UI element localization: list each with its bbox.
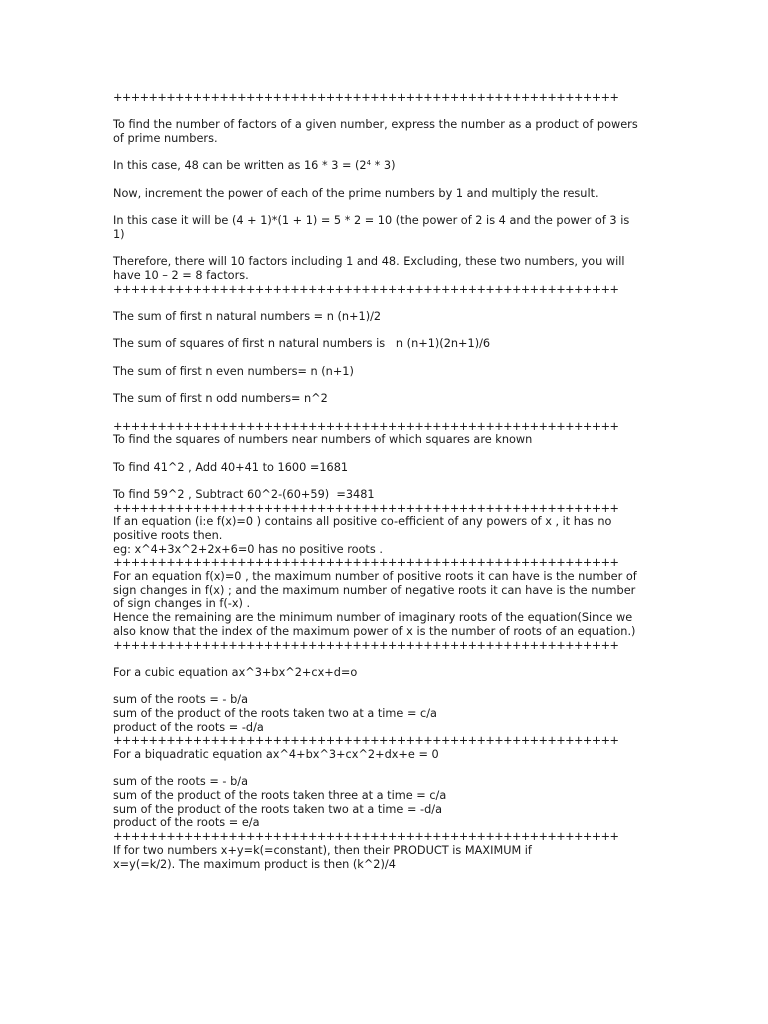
- separator: +++++++++++++++++++++++++++++++++++++++++++++++++++++++++: [113, 419, 619, 433]
- spacer: [113, 652, 658, 666]
- biquadratic-sum-two: sum of the product of the roots taken two at a time = -d/a: [113, 802, 442, 816]
- separator: +++++++++++++++++++++++++++++++++++++++++++++++++++++++++: [113, 282, 619, 296]
- sign-changes-line-5: also know that the index of the maximum power of x is the number of roots of an equation.): [113, 624, 636, 638]
- separator: +++++++++++++++++++++++++++++++++++++++++++++++++++++++++: [113, 91, 619, 104]
- max-product-line-1: If for two numbers x+y=k(=constant), then their PRODUCT is MAXIMUM if: [113, 843, 532, 857]
- sum-odd: The sum of first n odd numbers= n^2: [113, 392, 328, 406]
- max-product-line-2: x=y(=k/2). The maximum product is then (k^2)/4: [113, 857, 396, 871]
- separator: +++++++++++++++++++++++++++++++++++++++++++++++++++++++++: [113, 501, 619, 515]
- spacer: [113, 105, 658, 119]
- cubic-sum: sum of the roots = - b/a: [113, 693, 248, 707]
- squares-near-title: To find the squares of numbers near numbers of which squares are known: [113, 433, 533, 447]
- factors-intro-line-1: To find the number of factors of a given number, express the number as a product of powers: [113, 118, 638, 132]
- cubic-sum-two: sum of the product of the roots taken two at a time = c/a: [113, 706, 437, 720]
- sign-changes-line-2: sign changes in f(x) ; and the maximum number of negative roots it can have is the number: [113, 583, 636, 597]
- biquadratic-sum-three: sum of the product of the roots taken three at a time = c/a: [113, 789, 447, 803]
- factors-calc-line-1: In this case it will be (4 + 1)*(1 + 1) = 5 * 2 = 10 (the power of 2 is 4 and the power of 3 is: [113, 214, 630, 228]
- biquadratic-sum: sum of the roots = - b/a: [113, 775, 248, 789]
- factors-example-post: * 3): [371, 159, 396, 173]
- squares-near-example-59: To find 59^2 , Subtract 60^2-(60+59) =3481: [113, 487, 375, 501]
- sum-even: The sum of first n even numbers= n (n+1): [113, 364, 354, 378]
- spacer: [113, 324, 658, 338]
- separator: +++++++++++++++++++++++++++++++++++++++++++++++++++++++++: [113, 638, 619, 652]
- factors-example-pre: In this case, 48 can be written as 16 * 3 = (2: [113, 159, 367, 173]
- factors-therefore-line-2: have 10 – 2 = 8 factors.: [113, 268, 249, 282]
- sign-changes-line-3: of sign changes in f(-x) .: [113, 597, 251, 611]
- spacer: [113, 242, 658, 256]
- factors-calc-line-2: 1): [113, 227, 125, 241]
- spacer: [113, 474, 658, 488]
- factors-example-exponent: 4: [366, 159, 372, 168]
- document-page: [113, 91, 658, 871]
- cubic-title: For a cubic equation ax^3+bx^2+cx+d=o: [113, 665, 358, 679]
- cubic-product: product of the roots = -d/a: [113, 720, 264, 734]
- positive-roots-line-1: If an equation (i:e f(x)=0 ) contains all positive co-efficient of any powers of x , it has no: [113, 515, 612, 529]
- spacer: [113, 762, 658, 776]
- sum-squares: The sum of squares of first n natural numbers is n (n+1)(2n+1)/6: [113, 337, 491, 351]
- spacer: [113, 680, 658, 694]
- factors-example: [113, 159, 658, 173]
- spacer: [113, 146, 658, 160]
- positive-roots-line-3: eg: x^4+3x^2+2x+6=0 has no positive roots .: [113, 542, 383, 556]
- sum-natural: The sum of first n natural numbers = n (n+1)/2: [113, 310, 382, 323]
- sign-changes-line-4: Hence the remaining are the minimum number of imaginary roots of the equation(Since we: [113, 611, 633, 625]
- biquadratic-product: product of the roots = e/a: [113, 816, 260, 830]
- factors-increment: Now, increment the power of each of the prime numbers by 1 and multiply the result.: [113, 186, 599, 200]
- separator: +++++++++++++++++++++++++++++++++++++++++++++++++++++++++: [113, 830, 619, 844]
- sign-changes-line-1: For an equation f(x)=0 , the maximum number of positive roots it can have is the number of: [113, 570, 637, 584]
- spacer: [113, 201, 658, 215]
- positive-roots-line-2: positive roots then.: [113, 529, 223, 542]
- factors-intro-line-2: of prime numbers.: [113, 132, 218, 146]
- spacer: [113, 351, 658, 365]
- spacer: [113, 406, 658, 420]
- squares-near-example-41: To find 41^2 , Add 40+41 to 1600 =1681: [113, 460, 349, 474]
- factors-therefore-line-1: Therefore, there will 10 factors including 1 and 48. Excluding, these two numbers, you will: [113, 255, 625, 269]
- separator: +++++++++++++++++++++++++++++++++++++++++++++++++++++++++: [113, 734, 619, 748]
- spacer: [113, 173, 658, 187]
- biquadratic-title: For a biquadratic equation ax^4+bx^3+cx^2+dx+e = 0: [113, 748, 439, 761]
- spacer: [113, 378, 658, 392]
- spacer: [113, 296, 658, 310]
- spacer: [113, 447, 658, 461]
- separator: +++++++++++++++++++++++++++++++++++++++++++++++++++++++++: [113, 556, 619, 570]
